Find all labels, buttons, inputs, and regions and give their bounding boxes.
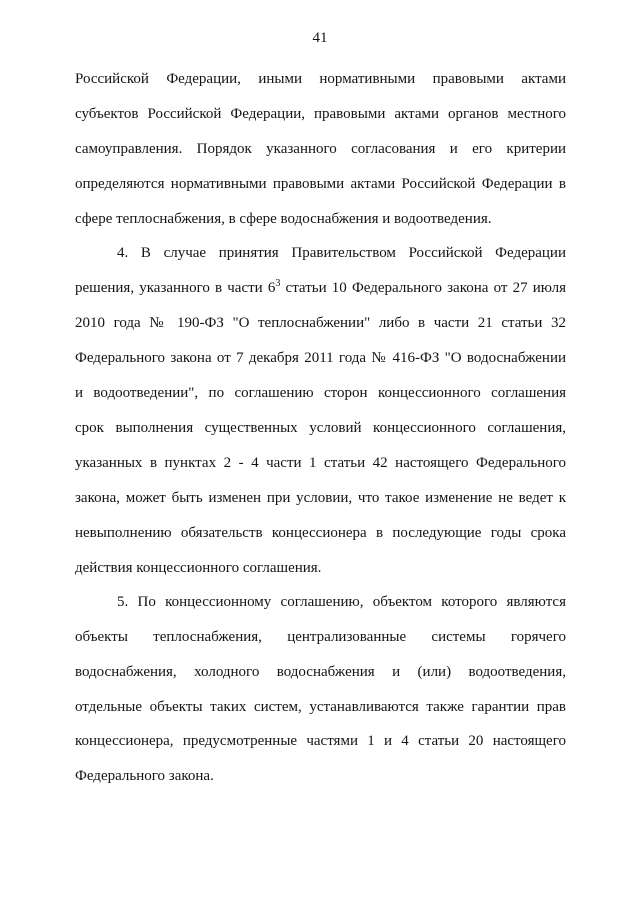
page-number: 41 [312, 30, 328, 46]
paragraph-3-line-4: отдельные объекты таких систем, устанавливаются также гарантии прав [75, 699, 566, 715]
paragraph-2-line-8: закона, может быть изменен при условии, что такое изменение не ведет к [75, 490, 566, 506]
paragraph-1-line-2: субъектов Российской Федерации, правовыми актами органов местного [75, 106, 566, 122]
paragraph-3-line-6: Федерального закона. [75, 768, 214, 784]
line-text-start: решения, указанного в части 6 [75, 280, 276, 296]
paragraph-2-line-1: 4. В случае принятия Правительством Российской Федерации [117, 245, 566, 261]
paragraph-1-line-1: Российской Федерации, иными нормативными правовыми актами [75, 71, 566, 87]
paragraph-1-line-5: сфере теплоснабжения, в сфере водоснабжения и водоотведения. [75, 211, 492, 227]
paragraph-2-line-3: 2010 года № 190-ФЗ "О теплоснабжении" либо в части 21 статьи 32 [75, 315, 566, 331]
paragraph-3-line-3: водоснабжения, холодного водоснабжения и (или) водоотведения, [75, 664, 566, 680]
paragraph-2-line-10: действия концессионного соглашения. [75, 560, 322, 576]
paragraph-2-line-9: невыполнению обязательств концессионера в последующие годы срока [75, 525, 566, 541]
paragraph-2-line-7: указанных в пунктах 2 - 4 части 1 статьи 42 настоящего Федерального [75, 455, 566, 471]
paragraph-3-line-5: концессионера, предусмотренные частями 1 и 4 статьи 20 настоящего [75, 733, 566, 749]
paragraph-2-line-6: срок выполнения существенных условий концессионного соглашения, [75, 420, 566, 436]
paragraph-2-line-5: и водоотведении", по соглашению сторон концессионного соглашения [75, 385, 566, 401]
paragraph-3-line-2: объекты теплоснабжения, централизованные системы горячего [75, 629, 566, 645]
line-text-end: статьи 10 Федерального закона от 27 июля [280, 280, 566, 296]
paragraph-3-line-1: 5. По концессионному соглашению, объектом которого являются [117, 594, 566, 610]
superscript-3: 3 [275, 278, 281, 289]
paragraph-2-line-4: Федерального закона от 7 декабря 2011 года № 416-ФЗ "О водоснабжении [75, 350, 566, 366]
paragraph-2-line-2 [75, 278, 566, 298]
paragraph-1-line-4: определяются нормативными правовыми актами Российской Федерации в [75, 176, 566, 192]
paragraph-1-line-3: самоуправления. Порядок указанного согласования и его критерии [75, 141, 566, 157]
